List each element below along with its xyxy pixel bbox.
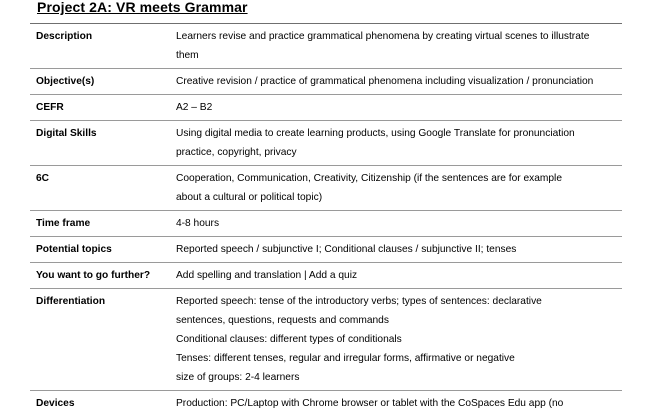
row-label: Devices [30,391,168,416]
value-line: practice, copyright, privacy [176,143,618,162]
row-label: Objective(s) [30,69,168,95]
row-label: Description [30,24,168,69]
value-line: Tenses: different tenses, regular and irregular forms, affirmative or negative [176,349,618,368]
row-devices [30,391,622,416]
row-value [168,289,622,391]
value-line: Creative revision / practice of grammatical phenomena including visualization / pronunciation [176,72,618,91]
value-line: Add spelling and translation | Add a quiz [176,266,618,285]
value-line: size of groups: 2-4 learners [176,368,618,387]
row-value [168,121,622,166]
document-title: Project 2A: VR meets Grammar [37,0,248,15]
row-label: You want to go further? [30,263,168,289]
row-description [30,24,622,69]
value-line: sentences, questions, requests and commands [176,311,618,330]
row-value [168,69,622,95]
value-line: Using digital media to create learning products, using Google Translate for pronunciation [176,124,618,143]
value-line: Production: PC/Laptop with Chrome browser or tablet with the CoSpaces Edu app (no [176,394,618,413]
row-value [168,166,622,211]
value-line: them [176,46,618,65]
value-line: about a cultural or political topic) [176,188,618,207]
value-line: 4-8 hours [176,214,618,233]
row-time-frame [30,211,622,237]
project-info-table [30,23,622,416]
row-label: Differentiation [30,289,168,391]
row-6c [30,166,622,211]
row-objectives [30,69,622,95]
row-value [168,211,622,237]
row-value [168,237,622,263]
row-go-further [30,263,622,289]
row-value [168,24,622,69]
row-potential-topics [30,237,622,263]
row-label: CEFR [30,95,168,121]
value-line: Conditional clauses: different types of conditionals [176,330,618,349]
row-label: Potential topics [30,237,168,263]
value-line: A2 – B2 [176,98,618,117]
row-digital-skills [30,121,622,166]
row-label: Digital Skills [30,121,168,166]
row-value [168,391,622,416]
value-line: Reported speech: tense of the introductory verbs; types of sentences: declarative [176,292,618,311]
row-label: Time frame [30,211,168,237]
row-cefr [30,95,622,121]
row-value [168,263,622,289]
value-line: Learners revise and practice grammatical phenomena by creating virtual scenes to illustrate [176,27,618,46]
value-line: Cooperation, Communication, Creativity, Citizenship (if the sentences are for example [176,169,618,188]
row-label: 6C [30,166,168,211]
value-line: Reported speech / subjunctive I; Conditional clauses / subjunctive II; tenses [176,240,618,259]
row-differentiation [30,289,622,391]
row-value [168,95,622,121]
